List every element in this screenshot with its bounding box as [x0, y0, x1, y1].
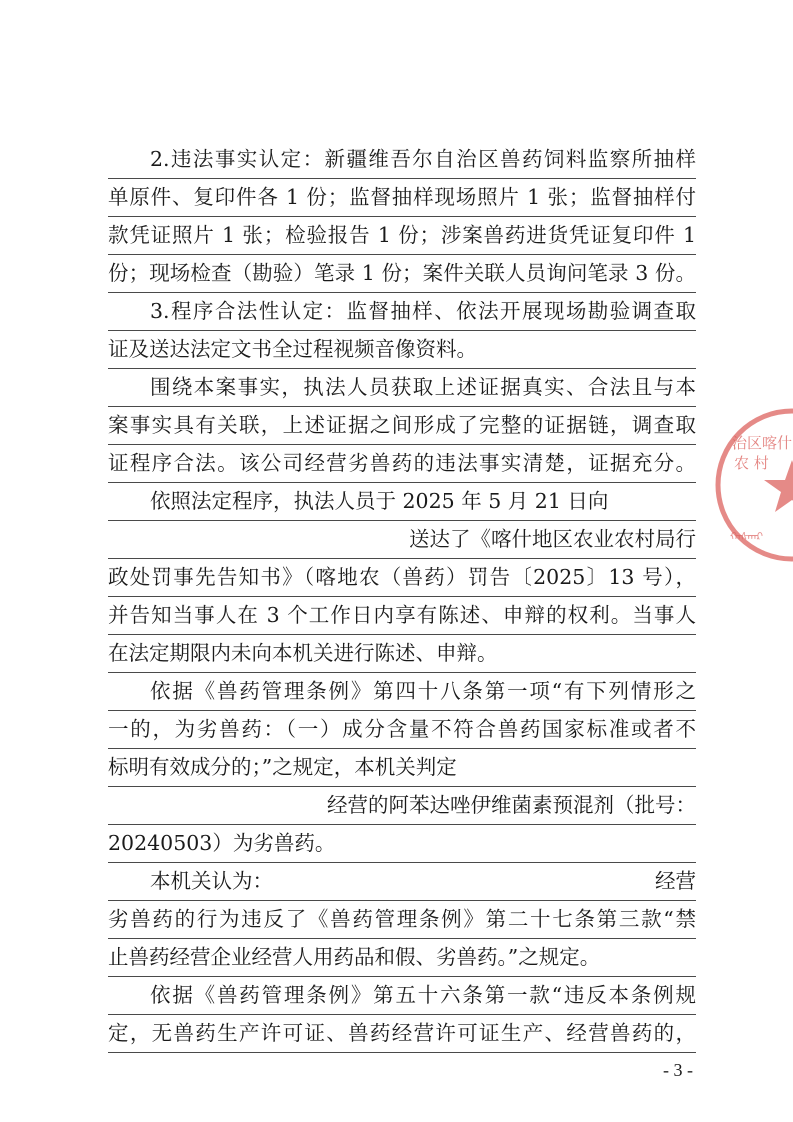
paragraph-line: 定，无兽药生产许可证、兽药经营许可证生产、经营兽药的，: [108, 1014, 696, 1053]
paragraph-line: 2.违法事实认定：新疆维吾尔自治区兽药饲料监察所抽样: [108, 140, 696, 179]
paragraph-line: 止兽药经营企业经营人用药品和假、劣兽药。”之规定。: [108, 938, 696, 977]
paragraph-line: 依据《兽药管理条例》第五十六条第一款“违反本条例规: [108, 976, 696, 1015]
paragraph-line: [108, 862, 696, 901]
paragraph-line: 经营的阿苯达唑伊维菌素预混剂（批号：: [108, 786, 696, 825]
paragraph-line: 在法定期限内未向本机关进行陈述、申辩。: [108, 634, 696, 673]
paragraph-line: 依照法定程序，执法人员于 2025 年 5 月 21 日向: [108, 482, 696, 521]
svg-text:治区喀什: 治区喀什: [732, 434, 793, 452]
paragraph-line: 证程序合法。该公司经营劣兽药的违法事实清楚，证据充分。: [108, 444, 696, 483]
page-number: - 3 -: [663, 1060, 693, 1080]
svg-text:农 村: 农 村: [734, 454, 769, 472]
paragraph-line: 标明有效成分的；”之规定，本机关判定: [108, 748, 696, 787]
official-seal-icon: [712, 400, 793, 570]
paragraph-line: 20240503）为劣兽药。: [108, 824, 696, 863]
paragraph-line: 政处罚事先告知书》（喀地农（兽药）罚告〔2025〕13 号），: [108, 558, 696, 597]
paragraph-line: 送达了《喀什地区农业农村局行: [108, 520, 696, 559]
paragraph-line: 围绕本案事实，执法人员获取上述证据真实、合法且与本: [108, 368, 696, 407]
paragraph-line: 依据《兽药管理条例》第四十八条第一项“有下列情形之: [108, 672, 696, 711]
paragraph-line: 单原件、复印件各 1 份；监督抽样现场照片 1 张；监督抽样付: [108, 178, 696, 217]
paragraph-line: 证及送达法定文书全过程视频音像资料。: [108, 330, 696, 369]
paragraph-line: 3.程序合法性认定：监督抽样、依法开展现场勘验调查取: [108, 292, 696, 331]
paragraph-line: 劣兽药的行为违反了《兽药管理条例》第二十七条第三款“禁: [108, 900, 696, 939]
paragraph-line: 款凭证照片 1 张；检验报告 1 份；涉案兽药进货凭证复印件 1: [108, 216, 696, 255]
paragraph-segment: 经营: [655, 869, 696, 893]
svg-text:ᠬᠠᠰᠬᠠᠷ: ᠬᠠᠰᠬᠠᠷ: [730, 530, 764, 543]
paragraph-line: 案事实具有关联，上述证据之间形成了完整的证据链，调查取: [108, 406, 696, 445]
paragraph-line: 份；现场检查（勘验）笔录 1 份；案件关联人员询问笔录 3 份。: [108, 254, 696, 293]
paragraph-segment: 本机关认为：: [150, 869, 273, 893]
paragraph-line: 并告知当事人在 3 个工作日内享有陈述、申辩的权利。当事人: [108, 596, 696, 635]
paragraph-line: 一的，为劣兽药：（一）成分含量不符合兽药国家标准或者不: [108, 710, 696, 749]
